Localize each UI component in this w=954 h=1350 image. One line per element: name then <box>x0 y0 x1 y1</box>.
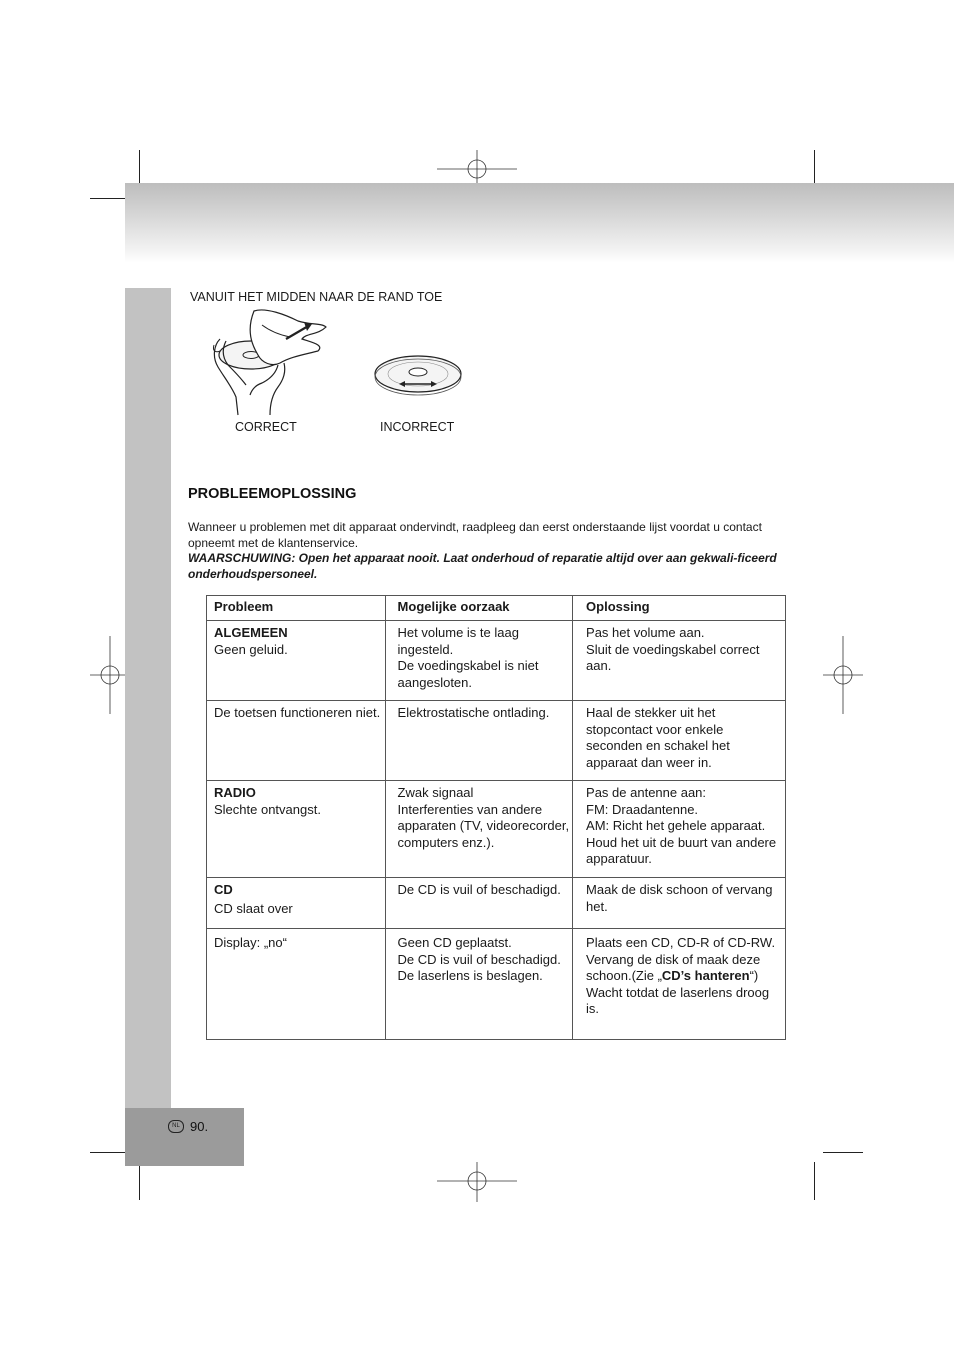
registration-mark-bottom <box>437 1162 517 1202</box>
troubleshooting-table <box>206 595 786 1040</box>
solution-text: Maak de disk schoon of vervang het. <box>586 882 773 914</box>
column-header-cause: Mogelijke oorzaak <box>385 596 572 621</box>
header-band <box>125 183 954 263</box>
category-label: CD <box>214 882 233 897</box>
page-tab <box>125 1108 244 1166</box>
solution-text: Sluit de voedingskabel correct aan. <box>586 641 760 673</box>
solution-text-pre: Vervang de disk of maak deze schoon.(Zie „ <box>586 951 761 983</box>
problem-text: CD slaat over <box>214 900 293 916</box>
warning-text: WAARSCHUWING: Open het apparaat nooit. Laat onderhoud of reparatie altijd over aan gekwali-ficeerd onderhoudspersoneel. <box>188 551 777 581</box>
cause-text: Geen CD geplaatst. <box>397 935 512 950</box>
category-label: RADIO <box>214 785 256 800</box>
cause-text: Elektrostatische ontlading. <box>397 705 550 720</box>
table-row <box>207 929 786 1040</box>
problem-cell <box>207 621 386 701</box>
crop-mark <box>90 198 130 199</box>
solution-text-post: “) <box>749 968 759 983</box>
solution-cell <box>573 878 786 929</box>
registration-mark-left <box>90 636 130 714</box>
solution-cell <box>573 701 786 781</box>
solution-text: Wacht totdat de laserlens droog is. <box>586 984 770 1016</box>
table-row <box>207 781 786 878</box>
solution-cell <box>573 929 786 1040</box>
section-title: PROBLEEMOPLOSSING <box>188 486 357 502</box>
cause-cell <box>385 621 572 701</box>
table-row <box>207 701 786 781</box>
problem-cell <box>207 701 386 781</box>
category-label: ALGEMEEN <box>214 625 288 640</box>
page-number: 90. <box>190 1119 209 1134</box>
crop-mark <box>139 1162 140 1200</box>
table-header-row <box>207 596 786 621</box>
solution-text: Houd het uit de buurt van andere apparatuur. <box>586 834 777 866</box>
problem-text: Slechte ontvangst. <box>214 801 321 817</box>
cause-text: De CD is vuil of beschadigd. <box>397 882 561 897</box>
solution-text: Plaats een CD, CD-R of CD-RW. <box>586 935 776 950</box>
problem-text: De toetsen functioneren niet. <box>214 705 381 720</box>
problem-cell <box>207 781 386 878</box>
cause-cell <box>385 878 572 929</box>
column-header-solution: Oplossing <box>573 596 786 621</box>
solution-text: AM: Richt het gehele apparaat. <box>586 818 766 833</box>
cause-text: De voedingskabel is niet aangesloten. <box>397 658 539 690</box>
cause-cell <box>385 701 572 781</box>
label-correct: CORRECT <box>235 420 297 434</box>
problem-text: Display: „no“ <box>214 935 287 950</box>
correct-cleaning-illustration <box>206 305 330 417</box>
cause-text: De laserlens is beslagen. <box>397 968 543 983</box>
problem-cell <box>207 929 386 1040</box>
crop-mark <box>823 1152 863 1153</box>
solution-cell <box>573 781 786 878</box>
table-row <box>207 878 786 929</box>
solution-text: Pas het volume aan. <box>586 625 705 640</box>
column-header-problem: Probleem <box>207 596 386 621</box>
incorrect-cleaning-illustration <box>371 350 465 398</box>
solution-text: Haal de stekker uit het stopcontact voor enkele seconden en schakel het apparaat dan weer in. <box>586 705 730 770</box>
solution-text: Pas de antenne aan: <box>586 785 707 800</box>
manual-reference-link: CD’s hanteren <box>661 968 750 983</box>
registration-mark-right <box>823 636 863 714</box>
cause-text: Interferenties van andere apparaten (TV, videorecorder, computers enz.). <box>397 801 570 850</box>
crop-mark <box>814 1162 815 1200</box>
solution-text <box>586 952 781 985</box>
illustration-caption: VANUIT HET MIDDEN NAAR DE RAND TOE <box>190 290 443 304</box>
side-bar <box>125 288 171 1110</box>
problem-text: Geen geluid. <box>214 641 288 657</box>
intro-paragraph: Wanneer u problemen met dit apparaat ondervindt, raadpleeg dan eerst onderstaande lijst voordat u contact opneemt met de klantenservice. <box>188 520 762 550</box>
problem-cell <box>207 878 386 929</box>
intro-text <box>188 520 808 582</box>
label-incorrect: INCORRECT <box>380 420 455 434</box>
language-badge: NL <box>168 1120 184 1133</box>
cause-cell <box>385 929 572 1040</box>
cause-text: Het volume is te laag ingesteld. <box>397 625 519 657</box>
cause-cell <box>385 781 572 878</box>
table-row <box>207 621 786 701</box>
cause-text: De CD is vuil of beschadigd. <box>397 951 561 967</box>
crop-mark <box>90 1152 130 1153</box>
solution-cell <box>573 621 786 701</box>
cause-text: Zwak signaal <box>397 785 474 800</box>
solution-text: FM: Draadantenne. <box>586 801 699 817</box>
